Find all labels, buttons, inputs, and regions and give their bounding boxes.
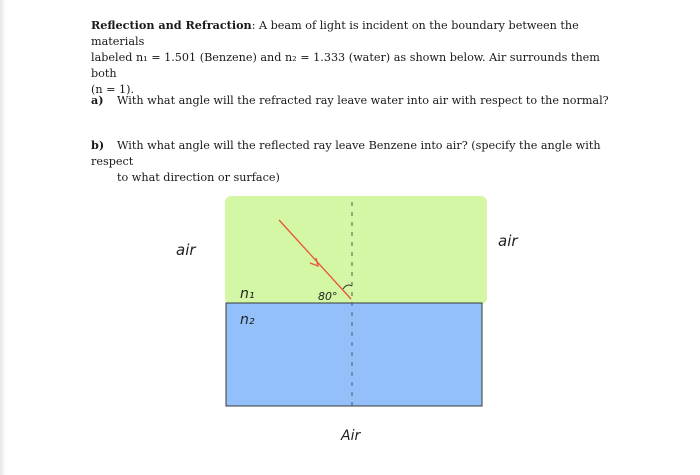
question-a-text: With what angle will the refracted ray leave water into air with respect to the normal? — [117, 94, 609, 107]
air-left-label: air — [176, 241, 196, 259]
air-right-label: air — [498, 232, 518, 250]
intro-line-3: (n = 1). — [91, 83, 135, 96]
angle-label: 80° — [318, 290, 338, 303]
question-b-text: With what angle will the reflected ray leave Benzene into air? (specify the angle with respect — [91, 139, 601, 168]
n2-label: n₂ — [240, 312, 255, 328]
intro-line-1: : A beam of light is incident on the boundary between the materials — [91, 19, 579, 48]
question-a-label: a) — [91, 93, 104, 107]
question-b-label: b) — [91, 138, 105, 152]
question-b-continuation: to what direction or surface) — [117, 171, 280, 184]
problem-title: Reflection and Refraction — [91, 18, 252, 32]
water-block — [226, 303, 482, 406]
n1-label: n₁ — [240, 286, 255, 302]
benzene-region — [225, 196, 487, 304]
intro-line-2: labeled n₁ = 1.501 (Benzene) and n₂ = 1.333 (water) as shown below. Air surrounds them both — [91, 51, 600, 80]
air-bottom-label: Air — [341, 428, 361, 444]
